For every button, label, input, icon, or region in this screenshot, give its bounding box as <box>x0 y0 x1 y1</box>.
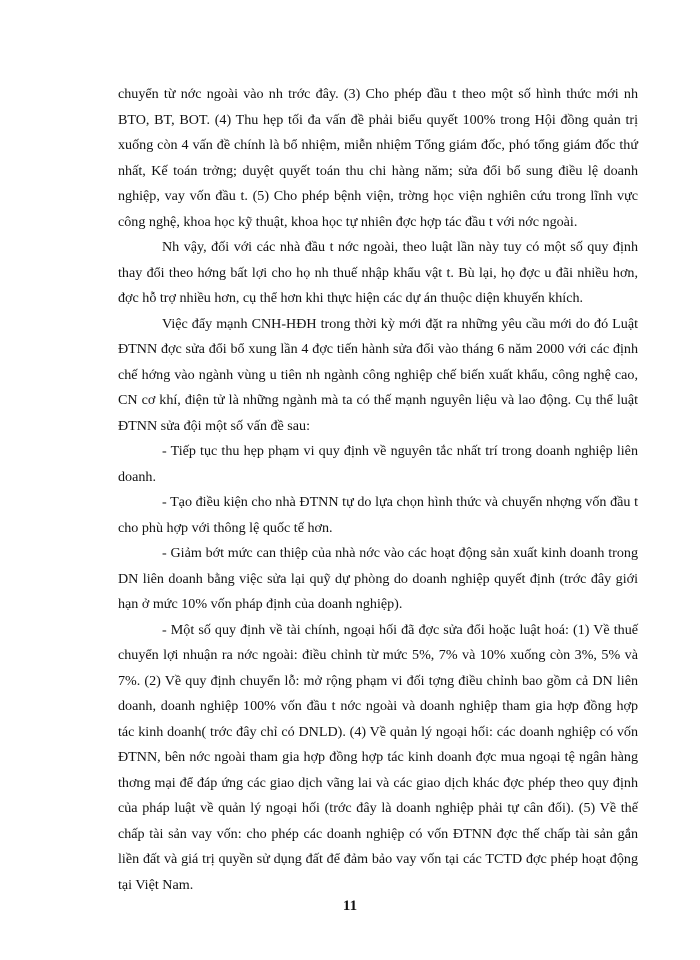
list-item-4: - Một số quy định về tài chính, ngoại hối đã đợc sửa đổi hoặc luật hoá: (1) Về thuế chuyển lợi nhuận ra nớc ngoài: điều chỉnh từ mức 5%, 7% và 10% xuống còn 3%, 5% và 7%. (2) Về quy định chuyển lỗ: mở rộng phạm vi đối tợng điều chỉnh bao gồm cả DN liên doanh, doanh nghiệp 100% vốn đầu t nớc ngoài và doanh nghiệp tham gia hợp đồng hợp tác kinh doanh( trớc đây chỉ có DNLD). (4) Về quản lý ngoại hối: các doanh nghiệp có vốn ĐTNN, bên nớc ngoài tham gia hợp đồng hợp tác kinh doanh đợc mua ngoại tệ ngân hàng thơng mại để đáp ứng các giao dịch vãng lai và các giao dịch khác đợc phép theo quy định của pháp luật về quản lý ngoại hối (trớc đây là doanh nghiệp phải tự cân đối). (5) Về thế chấp tài sản vay vốn: cho phép các doanh nghiệp có vốn ĐTNN đợc thế chấp tài sản gắn liền đất và giá trị quyền sử dụng đất để đảm bảo vay vốn tại các TCTD đợc phép hoạt động tại Việt Nam. <box>118 621 638 893</box>
paragraph-3: Việc đẩy mạnh CNH-HĐH trong thời kỳ mới đặt ra những yêu cầu mới do đó Luật ĐTNN đợc sửa đổi bổ xung lần 4 đợc tiến hành sửa đổi vào tháng 6 năm 2000 với các định chế hớng vào ngành vùng u tiên nh ngành công nghiệp chế biến xuất khẩu, công nghệ cao, CN cơ khí, điện tử là những ngành mà ta có thế mạnh nguyên liệu và lao động. Cụ thể luật ĐTNN sửa đội một số vấn đề sau: <box>118 315 638 434</box>
body-text <box>118 82 638 898</box>
paragraph-1: chuyển từ nớc ngoài vào nh trớc đây. (3) Cho phép đầu t theo một số hình thức mới nh BTO, BT, BOT. (4) Thu hẹp tối đa vấn đề phải biểu quyết 100% trong Hội đồng quản trị xuống còn 4 vấn đề chính là bổ nhiệm, miễn nhiệm Tổng giám đốc, phó tổng giám đốc thứ nhất, Kế toán trởng; duyệt quyết toán thu chi hàng năm; sửa đổi bổ sung điều lệ doanh nghiệp, vay vốn đầu t. (5) Cho phép bệnh viện, trờng học viện nghiên cứu trong lĩnh vực công nghệ, khoa học kỹ thuật, khoa học tự nhiên đợc hợp tác đầu t với nớc ngoài. <box>118 86 638 230</box>
page-number: 11 <box>342 898 358 914</box>
list-item-2: - Tạo điều kiện cho nhà ĐTNN tự do lựa chọn hình thức và chuyển nhợng vốn đầu t cho phù hợp với thông lệ quốc tế hơn. <box>118 494 638 536</box>
list-item-3: - Giảm bớt mức can thiệp của nhà nớc vào các hoạt động sản xuất kinh doanh trong DN liên doanh bằng việc sửa lại quỹ dự phòng do doanh nghiệp quyết định (trớc đây giới hạn ở mức 10% vốn pháp định của doanh nghiệp). <box>118 545 638 612</box>
paragraph-2: Nh vậy, đối với các nhà đầu t nớc ngoài, theo luật lần này tuy có một số quy định thay đổi theo hớng bất lợi cho họ nh thuế nhập khẩu vật t. Bù lại, họ đợc u đãi nhiều hơn, đợc hỗ trợ nhiều hơn, cụ thể hơn khi thực hiện các dự án thuộc diện khuyến khích. <box>118 239 638 306</box>
list-item-1: - Tiếp tục thu hẹp phạm vi quy định về nguyên tắc nhất trí trong doanh nghiệp liên doanh. <box>118 443 638 485</box>
